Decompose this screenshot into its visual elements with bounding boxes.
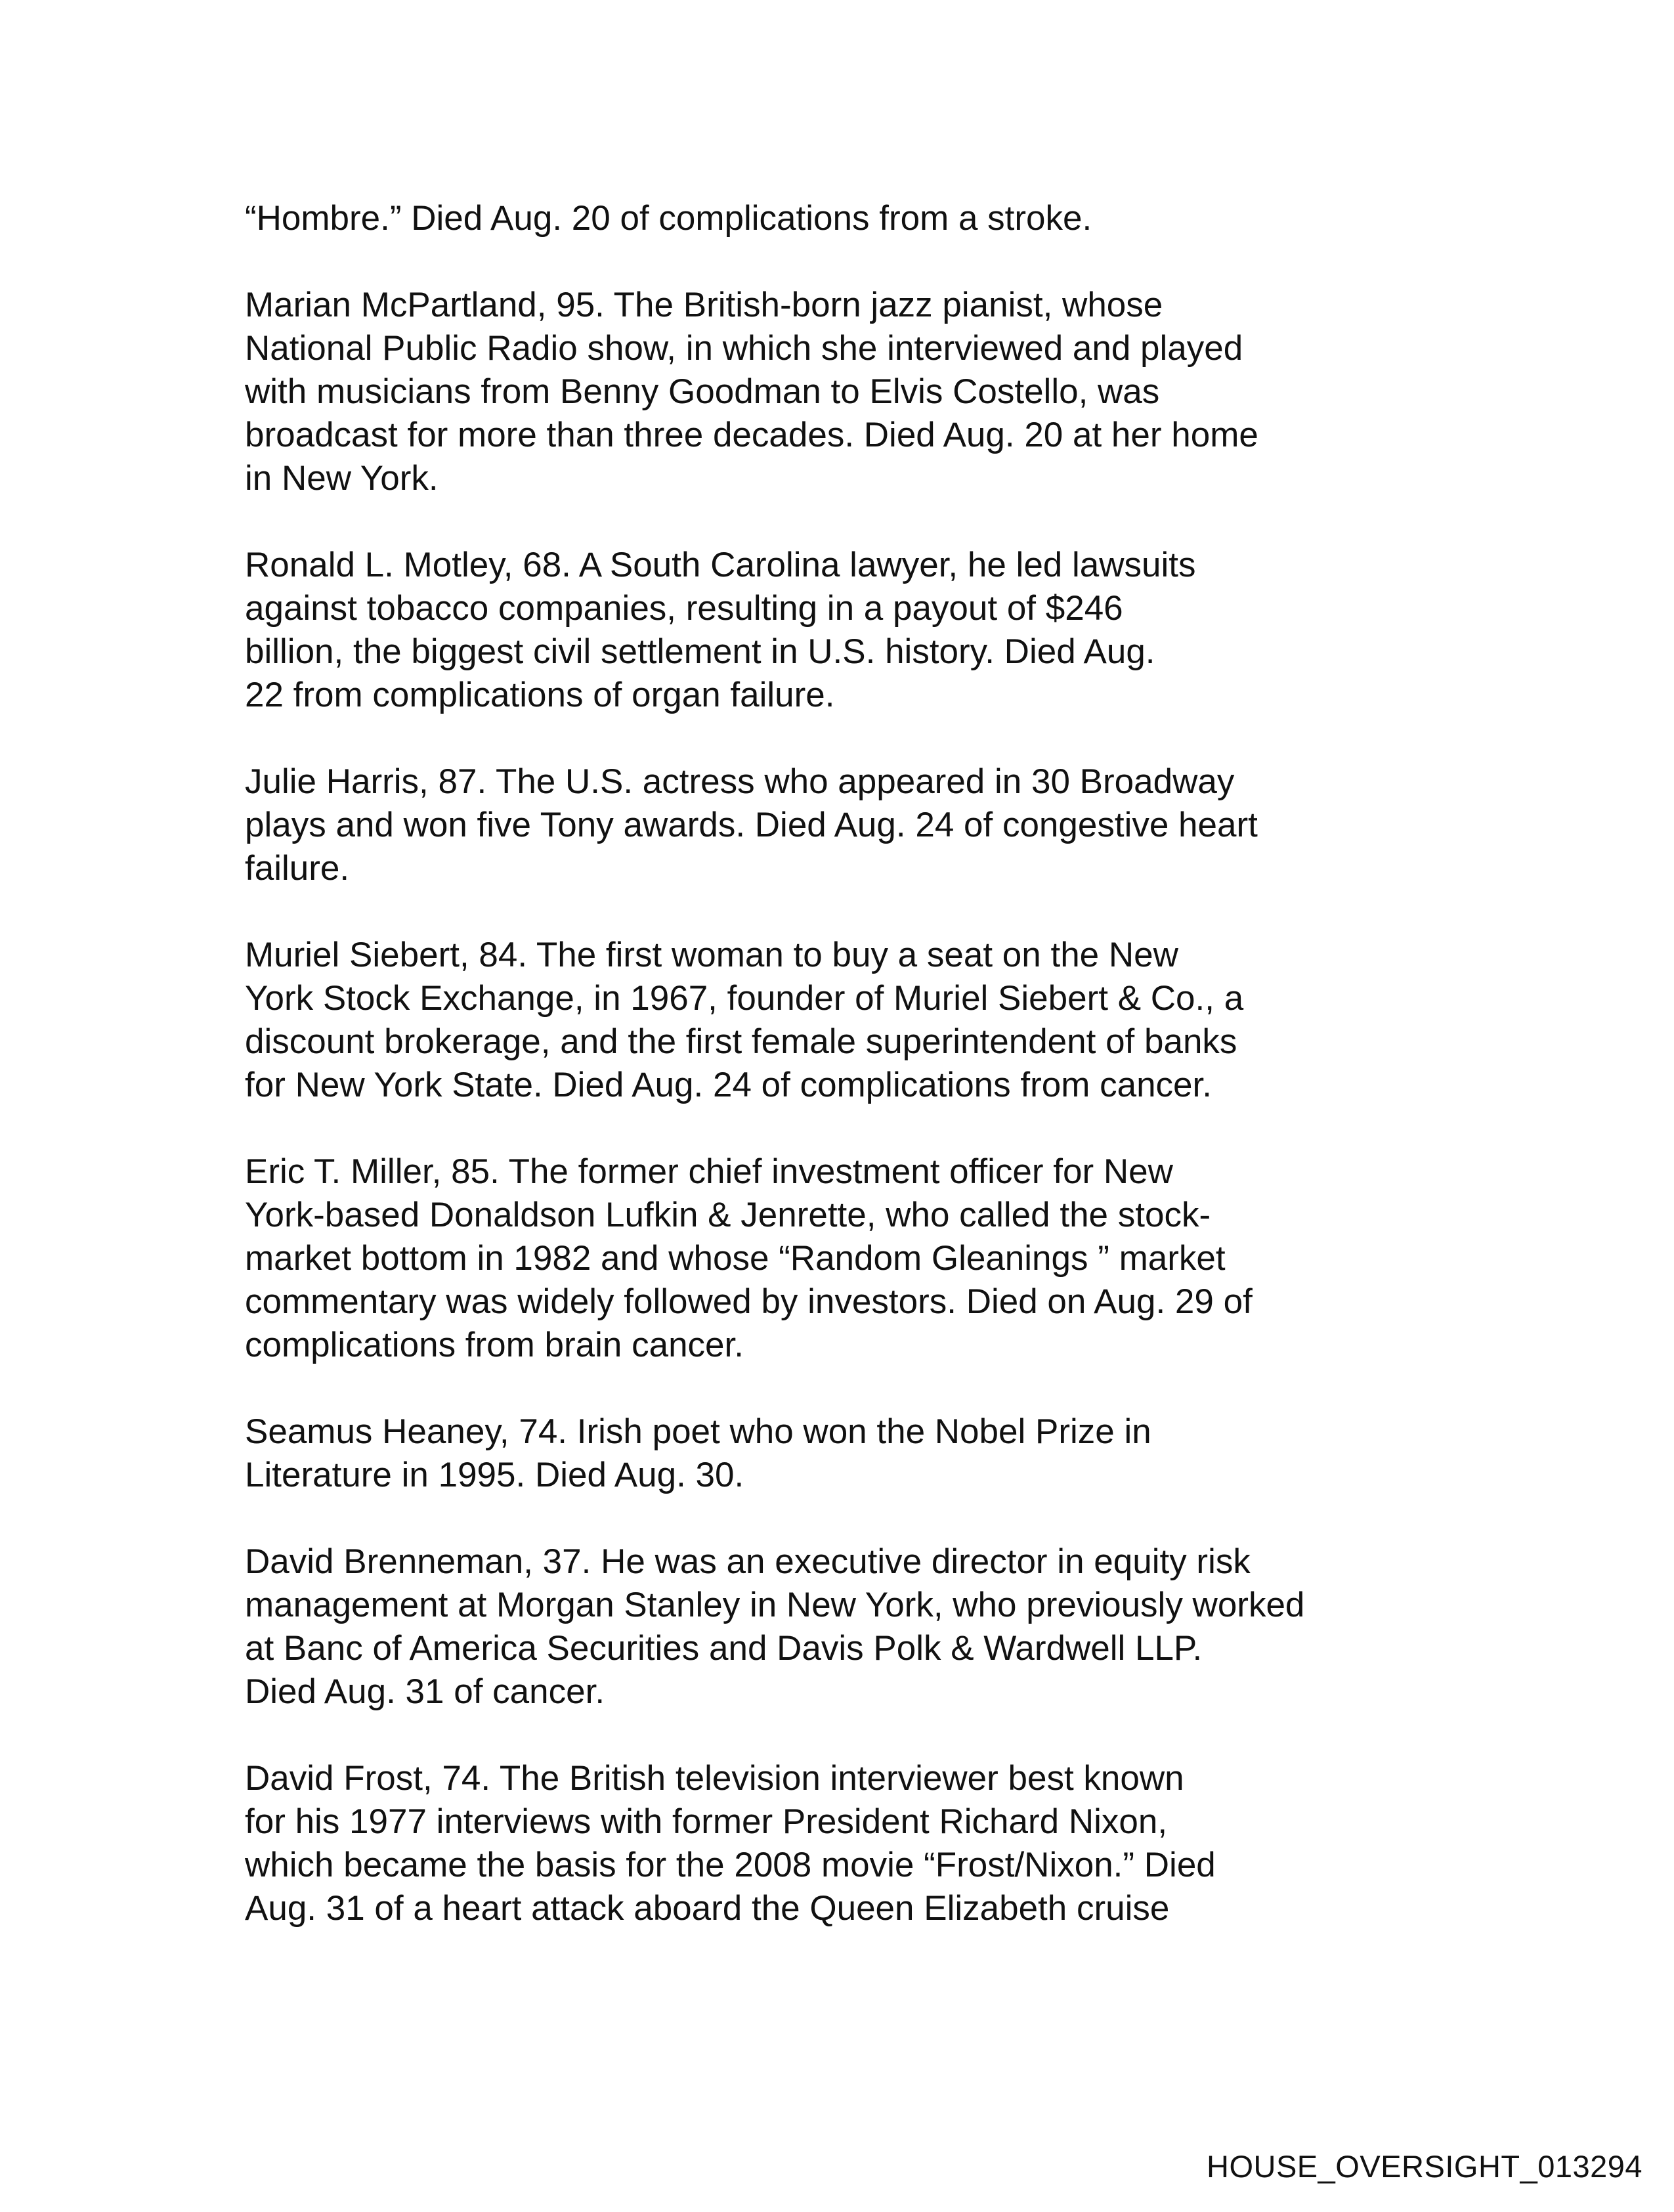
text-line: National Public Radio show, in which she interviewed and played	[245, 329, 1243, 368]
bates-number: HOUSE_OVERSIGHT_013294	[1207, 2149, 1643, 2184]
text-line: billion, the biggest civil settlement in U.S. history. Died Aug.	[245, 632, 1155, 671]
text-line: Literature in 1995. Died Aug. 30.	[245, 1456, 744, 1494]
text-line: plays and won five Tony awards. Died Aug. 24 of congestive heart	[245, 806, 1258, 844]
text-line: Seamus Heaney, 74. Irish poet who won the Nobel Prize in	[245, 1412, 1151, 1451]
text-line: for New York State. Died Aug. 24 of complications from cancer.	[245, 1066, 1212, 1104]
text-line: Julie Harris, 87. The U.S. actress who appeared in 30 Broadway	[245, 762, 1235, 801]
text-line: discount brokerage, and the first female superintendent of banks	[245, 1022, 1237, 1061]
text-line: “Hombre.” Died Aug. 20 of complications from a stroke.	[245, 199, 1092, 238]
text-line: David Brenneman, 37. He was an executive director in equity risk	[245, 1542, 1251, 1581]
text-line: Ronald L. Motley, 68. A South Carolina lawyer, he led lawsuits	[245, 546, 1196, 584]
text-line: David Frost, 74. The British television interviewer best known	[245, 1759, 1184, 1798]
text-line: York Stock Exchange, in 1967, founder of Muriel Siebert & Co., a	[245, 979, 1244, 1018]
text-line: Muriel Siebert, 84. The first woman to buy a seat on the New	[245, 936, 1178, 974]
text-line: Eric T. Miller, 85. The former chief investment officer for New	[245, 1152, 1173, 1191]
text-line: at Banc of America Securities and Davis Polk & Wardwell LLP.	[245, 1629, 1203, 1668]
text-line: Died Aug. 31 of cancer.	[245, 1672, 605, 1711]
text-line: in New York.	[245, 459, 439, 498]
text-line: market bottom in 1982 and whose “Random Gleanings ” market	[245, 1239, 1226, 1278]
text-line: Aug. 31 of a heart attack aboard the Queen Elizabeth cruise	[245, 1889, 1170, 1928]
text-line: with musicians from Benny Goodman to Elvis Costello, was	[245, 372, 1160, 411]
text-line: complications from brain cancer.	[245, 1326, 744, 1364]
text-line: which became the basis for the 2008 movie “Frost/Nixon.” Died	[245, 1846, 1216, 1884]
text-line: against tobacco companies, resulting in a payout of $246	[245, 589, 1123, 628]
text-line: York-based Donaldson Lufkin & Jenrette, who called the stock-	[245, 1196, 1211, 1234]
text-line: failure.	[245, 849, 350, 888]
text-line: 22 from complications of organ failure.	[245, 676, 835, 714]
text-line: broadcast for more than three decades. Died Aug. 20 at her home	[245, 416, 1258, 454]
text-line: for his 1977 interviews with former President Richard Nixon,	[245, 1802, 1168, 1841]
text-line: Marian McPartland, 95. The British-born jazz pianist, whose	[245, 286, 1163, 324]
text-line: commentary was widely followed by investors. Died on Aug. 29 of	[245, 1282, 1253, 1321]
text-line: management at Morgan Stanley in New York, who previously worked	[245, 1586, 1305, 1624]
